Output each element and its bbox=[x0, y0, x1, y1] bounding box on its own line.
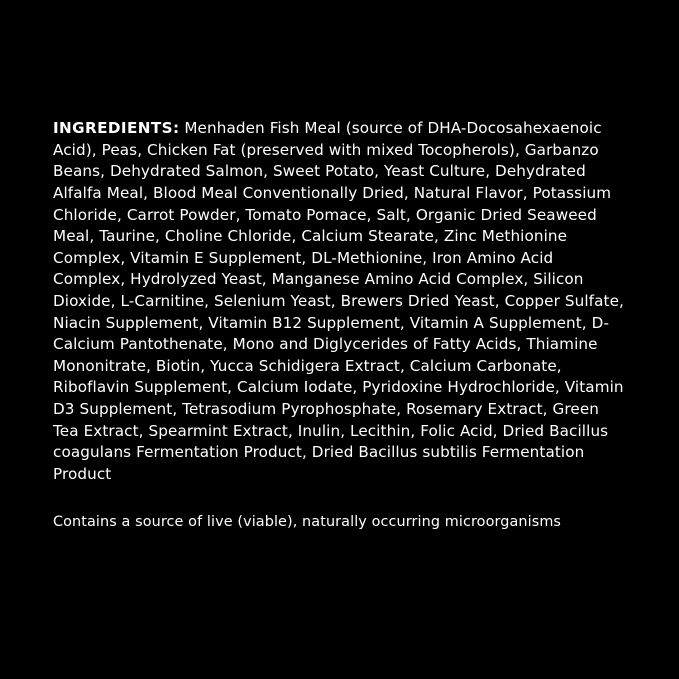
ingredients-paragraph bbox=[53, 118, 625, 485]
contains-live-microorganisms-note: Contains a source of live (viable), naturally occurring microorganisms bbox=[53, 514, 562, 531]
ingredients-heading: INGREDIENTS: bbox=[53, 119, 180, 138]
ingredients-content bbox=[53, 103, 625, 547]
ingredients-list-text: Menhaden Fish Meal (source of DHA-Docosahexaenoic Acid), Peas, Chicken Fat (preserved with mixed Tocopherols), Garbanzo Beans, Dehydrated Salmon, Sweet Potato, Yeast Culture, Dehydrated Alfalfa Meal, Blood Meal Conventionally Dried, Natural Flavor, Potassium Chloride, Carrot Powder, Tomato Pomace, Salt, Organic Dried Seaweed Meal, Taurine, Choline Chloride, Calcium Stearate, Zinc Methionine Complex, Vitamin E Supplement, DL-Methionine, Iron Amino Acid Complex, Hydrolyzed Yeast, Manganese Amino Acid Complex, Silicon Dioxide, L-Carnitine, Selenium Yeast, Brewers Dried Yeast, Copper Sulfate, Niacin Supplement, Vitamin B12 Supplement, Vitamin A Supplement, D-Calcium Pantothenate, Mono and Diglycerides of Fatty Acids, Thiamine Mononitrate, Biotin, Yucca Schidigera Extract, Calcium Carbonate, Riboflavin Supplement, Calcium Iodate, Pyridoxine Hydrochloride, Vitamin D3 Supplement, Tetrasodium Pyrophosphate, Rosemary Extract, Green Tea Extract, Spearmint Extract, Inulin, Lecithin, Folic Acid, Dried Bacillus coagulans Fermentation Product, Dried Bacillus subtilis Fermentation Product bbox=[53, 119, 624, 483]
